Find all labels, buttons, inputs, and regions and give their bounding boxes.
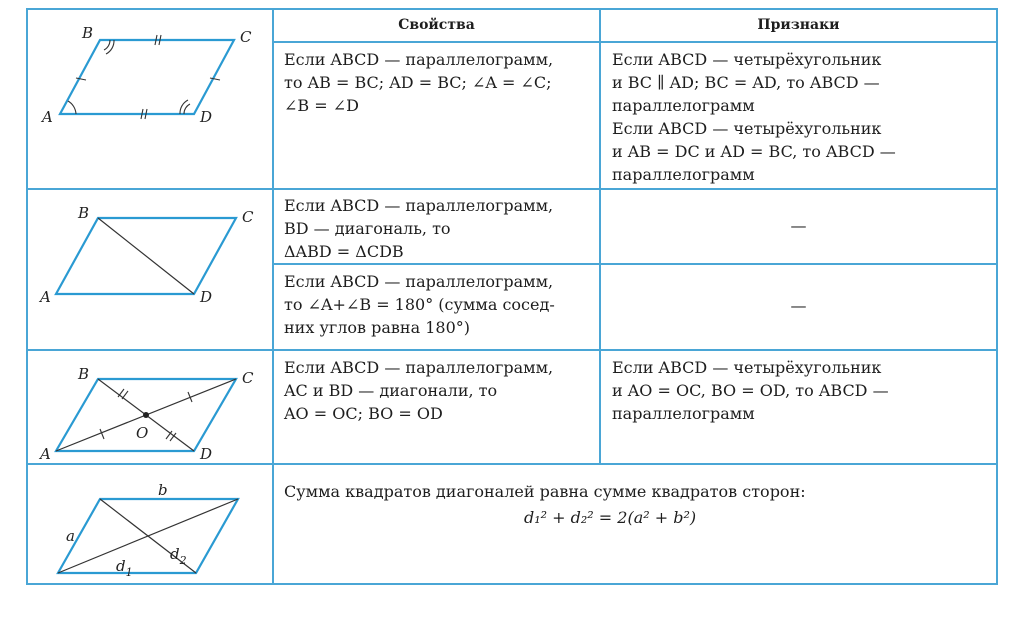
- row3-signs-line3: параллелограмм: [612, 404, 755, 423]
- vertex-label-c-3: C: [242, 369, 254, 387]
- diagonal-label-d1-letter: d: [116, 557, 126, 575]
- header-divider: [272, 41, 998, 43]
- diagonal-bd: [98, 218, 194, 294]
- row4-statement: Сумма квадратов диагоналей равна сумме квадратов сторон:: [284, 482, 806, 501]
- vertex-label-b: B: [82, 24, 94, 42]
- row-divider-2a: [272, 263, 998, 265]
- row1-signs-line4: Если ABCD — четырёхугольник: [612, 119, 882, 138]
- row1-properties-line2: то AB = BC; AD = BC; ∠A = ∠C;: [284, 73, 552, 92]
- figure-parallelogram-angles: [26, 8, 272, 188]
- col-divider-1: [272, 8, 274, 585]
- row1-signs-line3: параллелограмм: [612, 96, 755, 115]
- row3-signs: [612, 356, 992, 425]
- row2a-properties-line1: Если ABCD — параллелограмм,: [284, 196, 554, 215]
- row2a-signs-dash: —: [790, 216, 807, 235]
- figure-parallelogram-sides-diagonals: [26, 463, 272, 585]
- header-properties: Свойства: [398, 17, 475, 33]
- row1-properties-line3: ∠B = ∠D: [284, 96, 359, 115]
- vertex-label-a-2: A: [40, 288, 51, 306]
- row1-signs-line1: Если ABCD — четырёхугольник: [612, 50, 882, 69]
- properties-table: [26, 8, 998, 585]
- row2b-properties-line2: то ∠A+∠B = 180° (сумма сосед-: [284, 295, 555, 314]
- vertex-label-d: D: [200, 108, 213, 126]
- vertex-label-a: A: [42, 108, 53, 126]
- vertex-label-c: C: [240, 28, 252, 46]
- vertex-label-d-3: D: [200, 445, 213, 463]
- angle-mark-d-outer: [184, 104, 190, 114]
- row3-properties-line3: AO = OC; BO = OD: [284, 404, 443, 423]
- row3-signs-line2: и AO = OC, BO = OD, то ABCD —: [612, 381, 889, 400]
- point-label-o: O: [136, 424, 149, 442]
- col-divider-2: [599, 8, 601, 463]
- row2a-properties: [284, 194, 594, 263]
- side-label-b: b: [158, 481, 168, 499]
- side-label-a: a: [66, 527, 75, 545]
- row1-properties: [284, 48, 594, 117]
- parallelogram-shape: [60, 40, 234, 114]
- row2b-properties-line3: них углов равна 180°): [284, 318, 470, 337]
- diagonal-label-d2: [170, 545, 187, 567]
- angle-mark-b-outer: [104, 40, 110, 50]
- row2b-properties-line1: Если ABCD — параллелограмм,: [284, 272, 554, 291]
- row3-properties: [284, 356, 594, 425]
- vertex-label-b-3: B: [78, 365, 90, 383]
- diagonal-label-d2-index: 2: [179, 554, 187, 567]
- row3-properties-line2: AC и BD — диагонали, то: [284, 381, 498, 400]
- diagonal-label-d1: [116, 557, 133, 579]
- intersection-point-o: [143, 412, 149, 418]
- row1-signs-line5: и AB = DC и AD = BC, то ABCD —: [612, 142, 896, 161]
- diagonal-label-d2-letter: d: [170, 545, 180, 563]
- row3-properties-line1: Если ABCD — параллелограмм,: [284, 358, 554, 377]
- angle-mark-a: [68, 101, 76, 114]
- vertex-label-b-2: B: [78, 204, 90, 222]
- vertex-label-d-2: D: [200, 288, 213, 306]
- row3-signs-line1: Если ABCD — четырёхугольник: [612, 358, 882, 377]
- row1-properties-line1: Если ABCD — параллелограмм,: [284, 50, 554, 69]
- row2a-properties-line2: BD — диагональ, то: [284, 219, 451, 238]
- diagonal-label-d1-index: 1: [125, 566, 133, 579]
- row1-signs-line6: параллелограмм: [612, 165, 755, 184]
- row2a-properties-line3: ΔABD = ΔCDB: [284, 242, 404, 261]
- vertex-label-a-3: A: [40, 445, 51, 463]
- row1-signs-line2: и BC ∥ AD; BC = AD, то ABCD —: [612, 73, 880, 92]
- tick-ao: [100, 429, 104, 439]
- tick-bo-2: [122, 391, 128, 399]
- table-border-right: [996, 8, 998, 585]
- header-signs: Признаки: [757, 17, 840, 33]
- row1-signs: [612, 48, 992, 186]
- row4-formula: d₁² + d₂² = 2(a² + b²): [524, 508, 697, 527]
- figure-parallelogram-diagonal: [26, 188, 272, 349]
- vertex-label-c-2: C: [242, 208, 254, 226]
- row2b-signs-dash: —: [790, 296, 807, 315]
- figure-parallelogram-diagonals: [26, 349, 272, 463]
- row2b-properties: [284, 270, 594, 339]
